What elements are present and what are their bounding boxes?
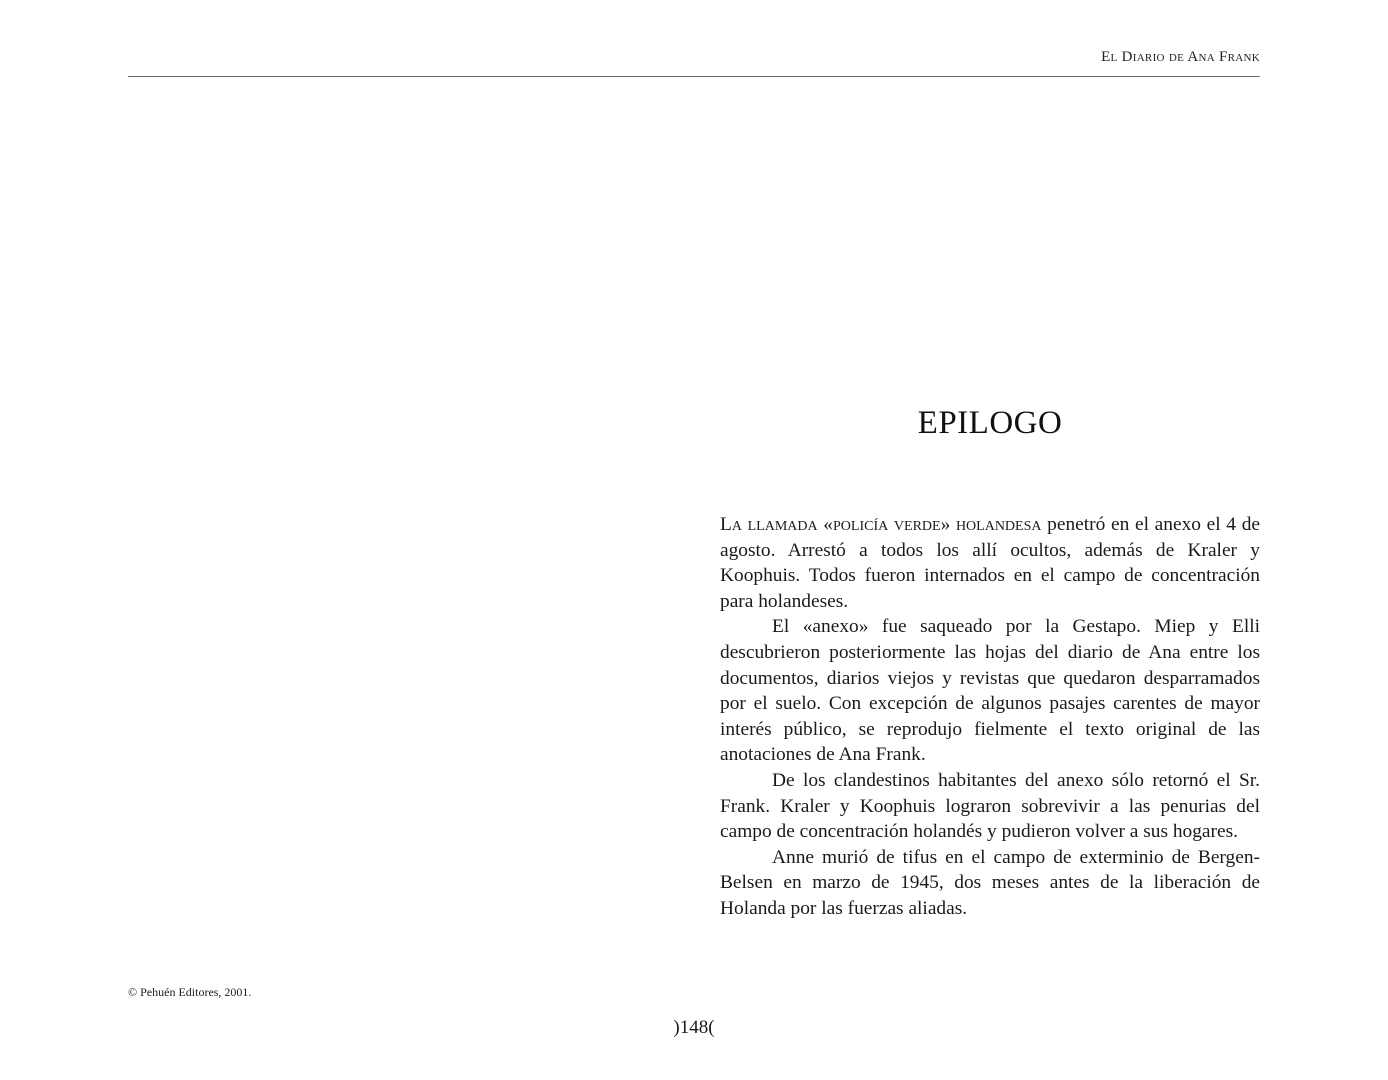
paragraph-lead-in: La llamada «policía verde» holandesa [720,514,1042,535]
paragraph-1 [720,512,1260,614]
copyright-notice: © Pehuén Editores, 2001. [128,985,252,999]
paragraph-2: El «anexo» fue saqueado por la Gestapo. Miep y Elli descubrieron posteriormente las hojas del diario de Ana entre los documentos, diarios viejos y revistas que quedaron desparramados por el suelo. Con excepción de algunos pasajes carentes de mayor interés público, se reprodujo fielmente el texto original de las anotaciones de Ana Frank. [720,616,1260,766]
chapter-title: EPILOGO [917,405,1063,441]
page-number: )148( [673,1017,715,1038]
paragraph-4: Anne murió de tifus en el campo de exterminio de Bergen-Belsen en marzo de 1945, dos meses antes de la liberación de Holanda por las fuerzas aliadas. [720,846,1260,919]
header-rule [128,76,1260,77]
paragraph-text: penetró en el anexo el 4 de agosto. Arrestó a todos los allí ocultos, además de Kraler y Koophuis. Todos fueron internados en el campo de concentración para holandeses. [720,514,1260,612]
running-head-title: El Diario de Ana Frank [1101,49,1260,65]
body-text [720,512,1260,922]
paragraph-3: De los clandestinos habitantes del anexo sólo retornó el Sr. Frank. Kraler y Koophuis lograron sobrevivir a las penurias del campo de concentración holandés y pudieron volver a sus hogares. [720,769,1260,843]
